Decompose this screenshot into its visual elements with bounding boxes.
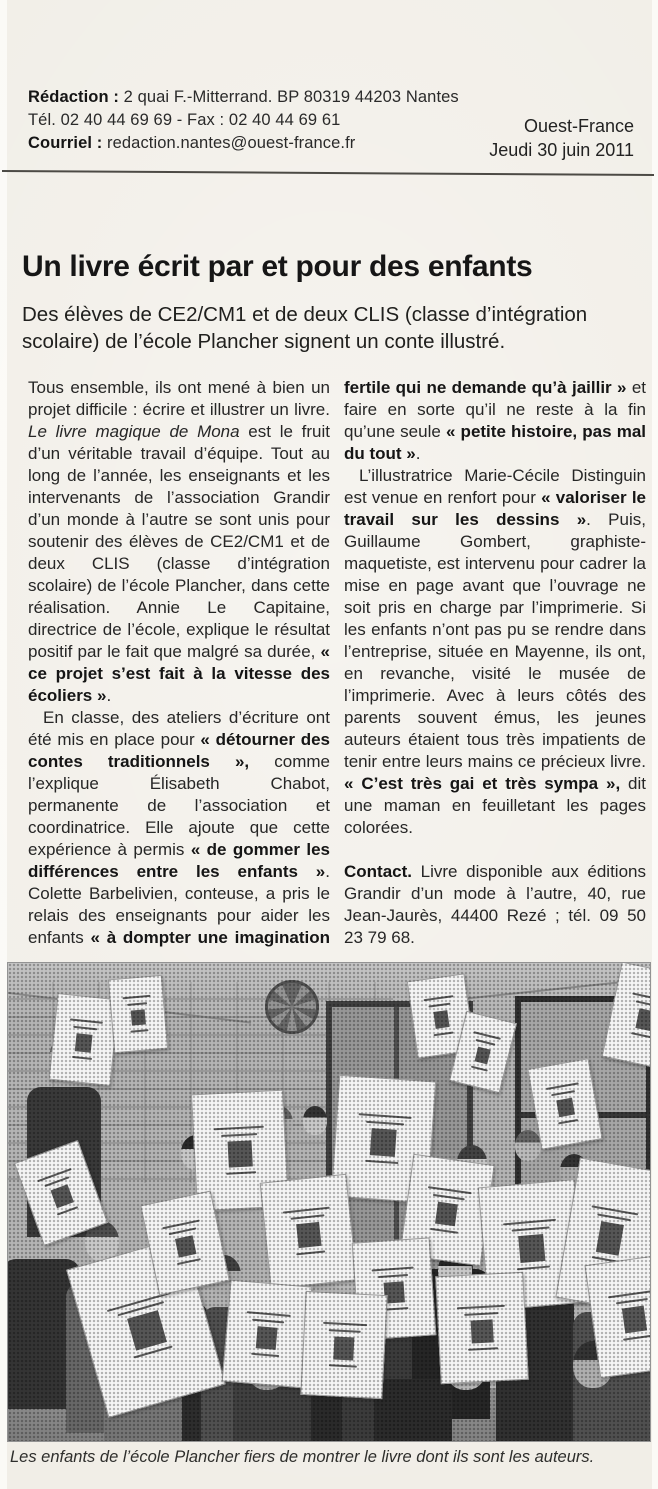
- horizontal-divider: [2, 170, 654, 176]
- article-paragraph: En classe, des ateliers d’écriture ont été mis en place pour « détourner des contes traditionnels », comme l’explique Élisabeth Chabot, permanente de l’association et coordinatrice. Elle ajoute que cette expérience à permis « de gommer les différences entre les enfants ». Colette Barbelivien, conteuse, a pris le relais des enseignants pour aider les enfants « à dompter une imagination fertile qui ne demande qu’à jaillir » et faire en sorte qu’il ne reste à la fin qu’une seule « petite histoire, pas mal du tout ».: [28, 378, 646, 947]
- address-label: Rédaction :: [28, 88, 119, 106]
- email-value: redaction.nantes@ouest-france.fr: [102, 134, 356, 152]
- article-photo: [8, 963, 650, 1441]
- standfirst: Des élèves de CE2/CM1 et de deux CLIS (classe d’intégration scolaire) de l’école Plancher signent un conte illustré.: [22, 303, 588, 353]
- address-value: 2 quai F.-Mitterrand. BP 80319 44203 Nantes: [118, 88, 459, 106]
- photo-vignette: [8, 963, 650, 1441]
- newspaper-name: Ouest-France: [523, 116, 634, 136]
- photo-caption: Les enfants de l’école Plancher fiers de montrer le livre dont ils sont les auteurs.: [10, 1448, 595, 1466]
- masthead-edition-block: [489, 114, 634, 162]
- article-body: [28, 377, 646, 955]
- masthead: [28, 86, 636, 160]
- article-paragraph: Contact. Livre disponible aux éditions Grandir d’un mode à l’autre, 40, rue Jean-Jaurès, 44400 Rezé ; tél. 09 50 23 79 68.: [344, 862, 646, 947]
- masthead-address: [28, 86, 636, 109]
- issue-date: Jeudi 30 juin 2011: [489, 140, 634, 160]
- article-paragraph: Tous ensemble, ils ont mené à bien un projet difficile : écrire et illustrer un livre. Le livre magique de Mona est le fruit d’un véritable travail d’équipe. Tout au long de l’année, les enseignants et les intervenants de l’association Grandir d’un monde à l’autre se sont unis pour soutenir des élèves de CE2/CM1 et de deux CLIS (classe d’intégration scolaire) de l’école Plancher, dans cette réalisation. Annie Le Capitaine, directrice de l’école, explique le résultat positif par le fait que malgré sa durée, « ce projet s’est fait à la vitesse des écoliers ».: [28, 378, 330, 705]
- masthead-phone-fax: Tél. 02 40 44 69 69 - Fax : 02 40 44 69 61: [28, 111, 341, 129]
- article-paragraph: L’illustratrice Marie-Cécile Distinguin est venue en renfort pour « valoriser le travail sur les dessins ». Puis, Guillaume Gombert, graphiste-maquetiste, est intervenu pour cadrer la mise en page avant que l’ouvrage ne soit pris en charge par l’imprimerie. Si les enfants n’ont pas pu se rendre dans l’entreprise, située en Mayenne, ils ont, en revanche, visité le musée de l’imprimerie. Avec à leurs côtés des parents souvent émus, les jeunes auteurs étaient tous très impatients de tenir entre leurs mains ce précieux livre. « C’est très gai et très sympa », dit une maman en feuilletant les pages colorées.: [344, 466, 646, 837]
- email-label: Courriel :: [28, 134, 103, 152]
- headline: Un livre écrit par et pour des enfants: [22, 250, 533, 283]
